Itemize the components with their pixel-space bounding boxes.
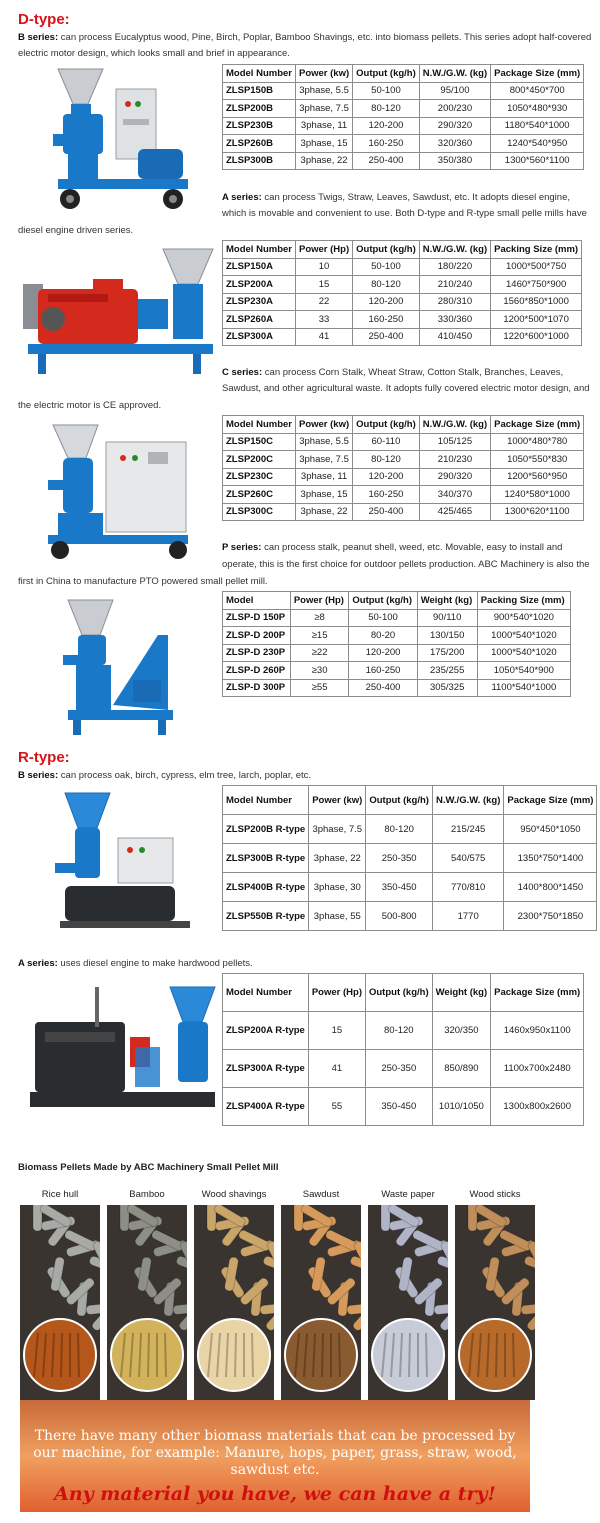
table-cell: 290/320 — [419, 117, 490, 135]
table-header-cell: Packing Size (mm) — [491, 241, 582, 259]
table-cell: 80-120 — [353, 451, 420, 469]
banner-slogan: Any material you have, we can have a try! — [54, 1483, 496, 1505]
table-header-cell: Power (kw) — [309, 786, 366, 815]
table-cell: 250-400 — [353, 152, 420, 170]
table-header-cell: Power (kw) — [295, 65, 352, 83]
rtype-a-series-table — [222, 973, 584, 1126]
pellet-label: Wood sticks — [469, 1189, 521, 1200]
table-row — [223, 328, 582, 346]
table-cell: 330/360 — [419, 311, 490, 329]
table-cell: ZLSP-D 260P — [223, 662, 291, 680]
table-row — [223, 293, 582, 311]
pellets-section-title: Biomass Pellets Made by ABC Machinery Small Pellet Mill — [18, 1162, 279, 1173]
table-cell: 3phase, 15 — [295, 135, 352, 153]
table-cell: ≥55 — [290, 679, 349, 697]
table-cell: 850/890 — [432, 1050, 491, 1088]
table-row — [223, 679, 571, 697]
table-cell: 55 — [308, 1088, 365, 1126]
table-cell: 1240*540*950 — [491, 135, 584, 153]
table-cell: 2300*750*1850 — [504, 902, 597, 931]
table-header-cell: Output (kg/h) — [365, 974, 432, 1012]
dtype-p-series-table — [222, 591, 571, 697]
table-header-row — [223, 241, 582, 259]
table-cell: ZLSP400A R-type — [223, 1088, 309, 1126]
table-cell: 350-450 — [366, 873, 433, 902]
table-cell: 800*450*700 — [491, 82, 584, 100]
table-header-cell: Output (kg/h) — [349, 592, 417, 610]
table-header-cell: Model Number — [223, 241, 296, 259]
table-header-cell: Output (kg/h) — [353, 241, 420, 259]
table-cell: 3phase, 5.5 — [295, 82, 352, 100]
table-cell: 1100x700x2480 — [491, 1050, 584, 1088]
table-row — [223, 311, 582, 329]
table-cell: ZLSP260B — [223, 135, 296, 153]
dtype-c-series-table — [222, 415, 584, 521]
table-header-row — [223, 786, 597, 815]
table-header-cell: Packing Size (mm) — [477, 592, 570, 610]
table-row — [223, 1012, 584, 1050]
table-cell: 350-450 — [365, 1088, 432, 1126]
table-header-cell: Output (kg/h) — [353, 416, 420, 434]
table-header-cell: Weight (kg) — [417, 592, 477, 610]
table-cell: ≥30 — [290, 662, 349, 680]
banner-text-line1: There have many other biomass materials that can be processed by — [34, 1428, 516, 1444]
dtype-a-series-description-line3: diesel engine driven series. — [18, 225, 134, 236]
table-cell: 1300*620*1100 — [491, 503, 584, 521]
table-cell: 235/255 — [417, 662, 477, 680]
table-header-row — [223, 592, 571, 610]
table-cell: 41 — [308, 1050, 365, 1088]
table-row — [223, 468, 584, 486]
table-cell: 3phase, 15 — [295, 486, 352, 504]
table-cell: 3phase, 7.5 — [295, 451, 352, 469]
table-header-cell: Power (Hp) — [290, 592, 349, 610]
table-cell: ZLSP230C — [223, 468, 296, 486]
table-header-cell: Model Number — [223, 974, 309, 1012]
dtype-a-series-table — [222, 240, 582, 346]
table-cell: 3phase, 30 — [309, 873, 366, 902]
pellet-image — [281, 1205, 361, 1400]
table-row — [223, 902, 597, 931]
table-row — [223, 433, 584, 451]
table-cell: 50-100 — [353, 258, 420, 276]
table-cell: 80-20 — [349, 627, 417, 645]
table-cell: 950*450*1050 — [504, 815, 597, 844]
table-cell: 1180*540*1000 — [491, 117, 584, 135]
table-header-cell: Output (kg/h) — [353, 65, 420, 83]
table-header-cell: Power (kw) — [295, 416, 352, 434]
pellet-image — [20, 1205, 100, 1400]
table-header-cell: Package Size (mm) — [491, 65, 584, 83]
table-cell: 22 — [295, 293, 352, 311]
table-row — [223, 82, 584, 100]
table-cell: ZLSP300A — [223, 328, 296, 346]
table-cell: 1050*540*900 — [477, 662, 570, 680]
table-cell: 175/200 — [417, 644, 477, 662]
table-cell: 210/240 — [419, 276, 490, 294]
dtype-a-series-label: A series: — [222, 192, 262, 203]
table-row — [223, 644, 571, 662]
table-cell: 425/465 — [419, 503, 490, 521]
table-cell: 770/810 — [432, 873, 503, 902]
table-cell: 340/370 — [419, 486, 490, 504]
table-cell: 305/325 — [417, 679, 477, 697]
pellet-label: Waste paper — [381, 1189, 435, 1200]
table-cell: 1050*480*930 — [491, 100, 584, 118]
table-cell: 250-400 — [353, 328, 420, 346]
table-cell: ZLSP-D 150P — [223, 609, 291, 627]
table-cell: 410/450 — [419, 328, 490, 346]
table-cell: 120-200 — [353, 293, 420, 311]
table-cell: 41 — [295, 328, 352, 346]
table-row — [223, 609, 571, 627]
table-cell: 1200*500*1070 — [491, 311, 582, 329]
table-header-cell: Model Number — [223, 786, 309, 815]
dtype-b-series-machine-image — [38, 64, 208, 214]
table-cell: 10 — [295, 258, 352, 276]
dtype-p-series-machine-image — [58, 595, 183, 745]
table-cell: ZLSP200B — [223, 100, 296, 118]
table-cell: ZLSP200B R-type — [223, 815, 309, 844]
table-header-cell: Model — [223, 592, 291, 610]
table-cell: 320/350 — [432, 1012, 491, 1050]
table-row — [223, 815, 597, 844]
table-cell: 160-250 — [353, 311, 420, 329]
table-cell: 1000*540*1020 — [477, 627, 570, 645]
rtype-a-series-label: A series: — [18, 958, 58, 969]
table-cell: 160-250 — [353, 486, 420, 504]
table-row — [223, 844, 597, 873]
dtype-c-series-label: C series: — [222, 367, 263, 378]
table-cell: 350/380 — [419, 152, 490, 170]
table-cell: 3phase, 7.5 — [295, 100, 352, 118]
table-cell: ZLSP150C — [223, 433, 296, 451]
dtype-a-series-description: A series: can process Twigs, Straw, Leaves, Sawdust, etc. It adopts diesel engine, — [222, 192, 570, 203]
dtype-a-series-machine-image — [18, 244, 218, 384]
banner-text-line2: our machine, for example: Manure, hops, paper, grass, straw, wood, — [33, 1445, 517, 1461]
table-cell: 215/245 — [432, 815, 503, 844]
pellet-label: Bamboo — [129, 1189, 165, 1200]
table-cell: 160-250 — [353, 135, 420, 153]
table-row — [223, 152, 584, 170]
table-header-cell: Weight (kg) — [432, 974, 491, 1012]
table-cell: 250-350 — [365, 1050, 432, 1088]
table-cell: 80-120 — [366, 815, 433, 844]
table-cell: 1000*540*1020 — [477, 644, 570, 662]
table-cell: ≥15 — [290, 627, 349, 645]
table-cell: ZLSP400B R-type — [223, 873, 309, 902]
banner-text-line3: sawdust etc. — [230, 1462, 320, 1478]
rtype-a-series-description: A series: uses diesel engine to make hardwood pellets. — [18, 958, 253, 969]
table-cell: 80-120 — [353, 100, 420, 118]
table-cell: 15 — [295, 276, 352, 294]
dtype-p-series-description: P series: can process stalk, peanut shell, weed, etc. Movable, easy to install and — [222, 542, 563, 553]
table-cell: 1100*540*1000 — [477, 679, 570, 697]
table-cell: 50-100 — [353, 82, 420, 100]
table-header-cell: N.W./G.W. (kg) — [432, 786, 503, 815]
table-header-cell: N.W./G.W. (kg) — [419, 65, 490, 83]
table-cell: 1050*550*830 — [491, 451, 584, 469]
table-header-cell: Power (Hp) — [295, 241, 352, 259]
table-cell: 1300*560*1100 — [491, 152, 584, 170]
table-cell: ≥8 — [290, 609, 349, 627]
table-cell: ZLSP-D 230P — [223, 644, 291, 662]
dtype-p-series-description-line2: operate, this is the first choice for outdoor pellets production. ABC Machinery is also the — [222, 559, 590, 570]
table-header-cell: N.W./G.W. (kg) — [419, 416, 490, 434]
table-header-cell: Package Size (mm) — [491, 974, 584, 1012]
table-row — [223, 486, 584, 504]
table-cell: 3phase, 22 — [295, 503, 352, 521]
table-cell: 80-120 — [353, 276, 420, 294]
table-row — [223, 135, 584, 153]
table-row — [223, 1050, 584, 1088]
table-cell: 120-200 — [349, 644, 417, 662]
table-cell: ZLSP200A R-type — [223, 1012, 309, 1050]
table-header-cell: Output (kg/h) — [366, 786, 433, 815]
table-header-cell: Model Number — [223, 65, 296, 83]
table-cell: 3phase, 22 — [295, 152, 352, 170]
dtype-b-series-label: B series: — [18, 32, 59, 43]
rtype-b-series-machine-image — [50, 788, 200, 933]
table-header-row — [223, 65, 584, 83]
table-cell: 1770 — [432, 902, 503, 931]
table-header-cell: Package Size (mm) — [504, 786, 597, 815]
table-cell: ≥22 — [290, 644, 349, 662]
dtype-c-series-machine-image — [38, 420, 203, 560]
table-cell: 3phase, 5.5 — [295, 433, 352, 451]
table-cell: 160-250 — [349, 662, 417, 680]
dtype-c-series-description-line2: Sawdust, and other agricultural waste. It adopts fully covered electric motor design, and — [222, 383, 590, 394]
table-row — [223, 627, 571, 645]
pellet-label: Wood shavings — [201, 1189, 267, 1200]
table-cell: ZLSP300C — [223, 503, 296, 521]
pellet-image — [107, 1205, 187, 1400]
table-cell: 250-400 — [353, 503, 420, 521]
table-cell: 33 — [295, 311, 352, 329]
table-cell: 3phase, 7.5 — [309, 815, 366, 844]
table-cell: 130/150 — [417, 627, 477, 645]
pellet-label: Sawdust — [302, 1189, 340, 1200]
table-row — [223, 1088, 584, 1126]
table-cell: 50-100 — [349, 609, 417, 627]
table-cell: 180/220 — [419, 258, 490, 276]
table-cell: 15 — [308, 1012, 365, 1050]
table-cell: 1560*850*1000 — [491, 293, 582, 311]
table-cell: 95/100 — [419, 82, 490, 100]
table-cell: 320/360 — [419, 135, 490, 153]
table-row — [223, 117, 584, 135]
dtype-a-series-description-line2: which is movable and convenient to use. Both D-type and R-type small pelle mills have — [222, 208, 587, 219]
table-cell: 1200*560*950 — [491, 468, 584, 486]
table-cell: ZLSP200A — [223, 276, 296, 294]
table-header-row — [223, 416, 584, 434]
table-cell: 1010/1050 — [432, 1088, 491, 1126]
dtype-p-series-description-line3: first in China to manufacture PTO powered small pellet mill. — [18, 576, 268, 587]
rtype-heading: R-type: — [18, 749, 70, 766]
pellet-image — [455, 1205, 535, 1400]
table-cell: ZLSP230B — [223, 117, 296, 135]
table-cell: ZLSP550B R-type — [223, 902, 309, 931]
table-cell: ZLSP-D 200P — [223, 627, 291, 645]
table-cell: 900*540*1020 — [477, 609, 570, 627]
table-cell: 210/230 — [419, 451, 490, 469]
rtype-b-series-description: B series: can process oak, birch, cypress, elm tree, larch, poplar, etc. — [18, 770, 312, 781]
table-cell: 540/575 — [432, 844, 503, 873]
table-row — [223, 503, 584, 521]
table-cell: 1000*480*780 — [491, 433, 584, 451]
table-row — [223, 258, 582, 276]
table-row — [223, 100, 584, 118]
table-cell: 290/320 — [419, 468, 490, 486]
rtype-a-series-machine-image — [30, 982, 220, 1117]
table-cell: ZLSP300B R-type — [223, 844, 309, 873]
table-cell: 3phase, 11 — [295, 117, 352, 135]
table-cell: 500-800 — [366, 902, 433, 931]
table-cell: 250-400 — [349, 679, 417, 697]
table-cell: ZLSP260A — [223, 311, 296, 329]
table-cell: 3phase, 11 — [295, 468, 352, 486]
table-cell: ZLSP300A R-type — [223, 1050, 309, 1088]
table-cell: 280/310 — [419, 293, 490, 311]
dtype-c-series-description-line3: the electric motor is CE approved. — [18, 400, 162, 411]
table-cell: 3phase, 22 — [309, 844, 366, 873]
table-cell: 3phase, 55 — [309, 902, 366, 931]
table-cell: 1460x950x1100 — [491, 1012, 584, 1050]
table-cell: 80-120 — [365, 1012, 432, 1050]
table-cell: 1460*750*900 — [491, 276, 582, 294]
pellet-image — [194, 1205, 274, 1400]
table-cell: 1240*580*1000 — [491, 486, 584, 504]
table-cell: 120-200 — [353, 117, 420, 135]
dtype-b-series-description: B series: can process Eucalyptus wood, Pine, Birch, Poplar, Bamboo Shavings, etc. into biomass pellets. This series adopt half-covered electric motor design, which looks small and brief in appearance. — [18, 32, 592, 59]
table-cell: ZLSP150A — [223, 258, 296, 276]
table-header-cell: N.W./G.W. (kg) — [419, 241, 490, 259]
table-row — [223, 873, 597, 902]
table-row — [223, 662, 571, 680]
table-cell: 1220*600*1000 — [491, 328, 582, 346]
table-cell: 60-110 — [353, 433, 420, 451]
table-cell: 105/125 — [419, 433, 490, 451]
table-header-cell: Model Number — [223, 416, 296, 434]
dtype-c-series-description: C series: can process Corn Stalk, Wheat Straw, Cotton Stalk, Branches, Leaves, — [222, 367, 564, 378]
table-cell: 1400*800*1450 — [504, 873, 597, 902]
pellets-fire-banner — [20, 1400, 530, 1512]
table-cell: ZLSP230A — [223, 293, 296, 311]
table-cell: 200/230 — [419, 100, 490, 118]
dtype-b-series-table — [222, 64, 584, 170]
table-cell: ZLSP260C — [223, 486, 296, 504]
dtype-heading: D-type: — [18, 11, 70, 28]
table-cell: ZLSP300B — [223, 152, 296, 170]
pellet-image — [368, 1205, 448, 1400]
table-row — [223, 276, 582, 294]
table-header-cell: Power (Hp) — [308, 974, 365, 1012]
rtype-b-series-label: B series: — [18, 770, 59, 781]
table-cell: 250-350 — [366, 844, 433, 873]
table-cell: 120-200 — [353, 468, 420, 486]
table-cell: ZLSP150B — [223, 82, 296, 100]
table-row — [223, 451, 584, 469]
table-cell: 90/110 — [417, 609, 477, 627]
table-cell: ZLSP-D 300P — [223, 679, 291, 697]
pellet-label: Rice hull — [41, 1189, 79, 1200]
table-header-row — [223, 974, 584, 1012]
table-cell: ZLSP200C — [223, 451, 296, 469]
table-cell: 1000*500*750 — [491, 258, 582, 276]
table-cell: 1300x800x2600 — [491, 1088, 584, 1126]
table-cell: 1350*750*1400 — [504, 844, 597, 873]
dtype-p-series-label: P series: — [222, 542, 262, 553]
table-header-cell: Package Size (mm) — [491, 416, 584, 434]
rtype-b-series-table — [222, 785, 597, 931]
